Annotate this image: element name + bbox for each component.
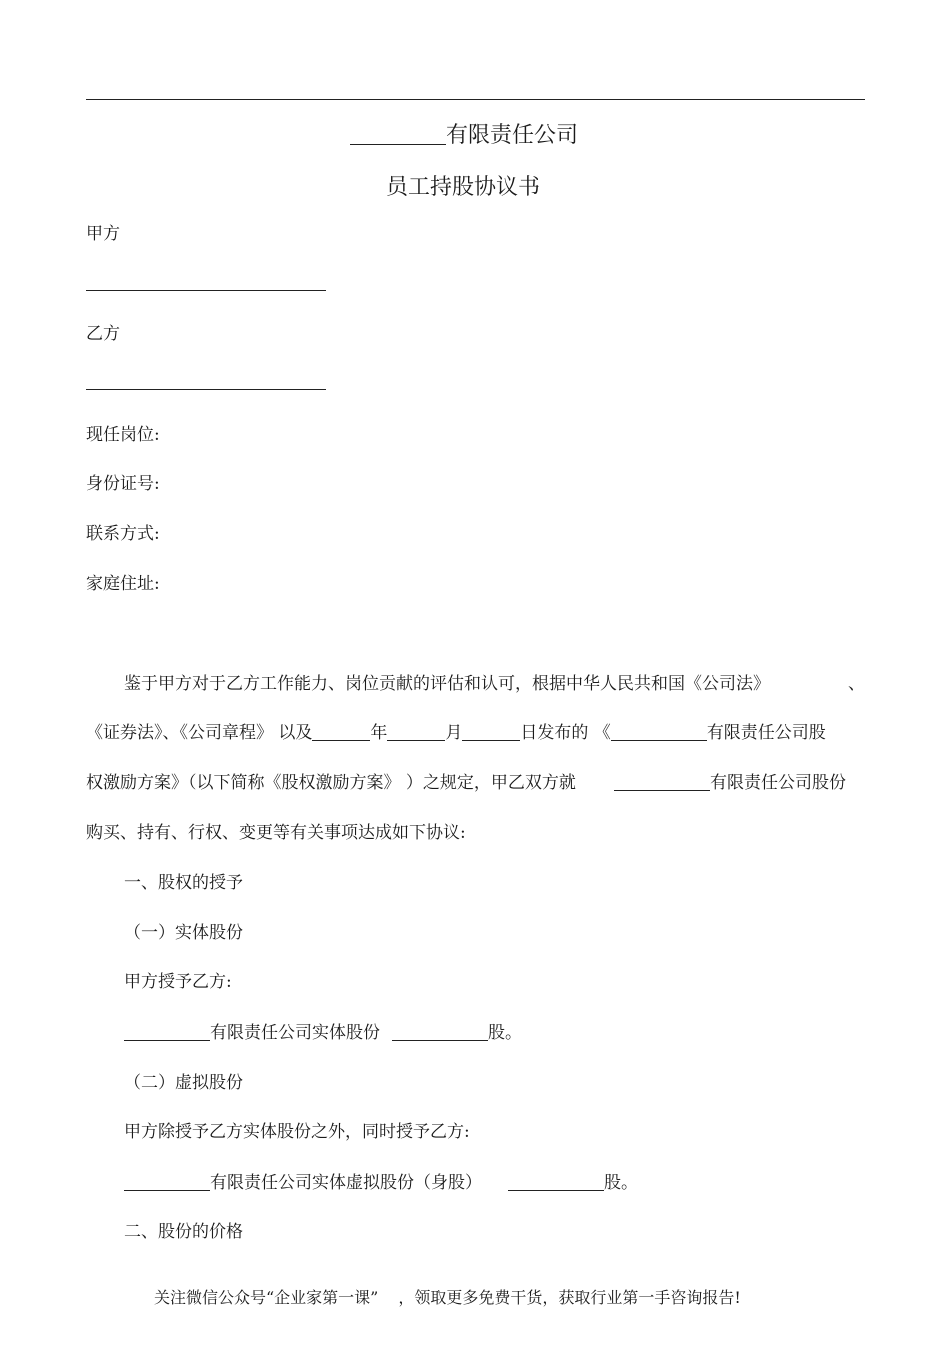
preamble-line-3: 权激励方案》（以下简称《股权激励方案》 ）之规定，甲乙双方就 (86, 773, 576, 793)
address-label: 家庭住址: (86, 574, 160, 594)
party-b-blank (86, 389, 326, 390)
top-rule (86, 99, 865, 100)
document-title: 员工持股协议书 (386, 175, 541, 200)
real-shares-count-blank (392, 1022, 488, 1041)
company-blank-4 (124, 1022, 210, 1041)
subsection-1-heading: （一）实体股份 (124, 923, 243, 943)
footer-promo: 关注微信公众号“企业家第一课” ，领取更多免费干货，获取行业第一手咨询报告! (154, 1288, 741, 1307)
company-blank-5 (124, 1172, 210, 1191)
virtual-shares-count-blank (508, 1172, 604, 1191)
company-blank-3 (614, 772, 710, 791)
party-a-blank (86, 290, 326, 291)
subsection-2-heading: （二）虚拟股份 (124, 1073, 243, 1093)
section-2-heading: 二、股份的价格 (124, 1222, 243, 1242)
company-suffix: 有限责任公司 (446, 123, 579, 148)
preamble-line-1-end: 、 (848, 674, 865, 694)
real-shares-line: 有限责任公司实体股份 股。 (124, 1018, 522, 1043)
company-title (350, 118, 578, 149)
day-blank (462, 722, 520, 741)
subsection-2-text: 甲方除授予乙方实体股份之外，同时授予乙方: (124, 1122, 470, 1142)
preamble-line-4: 购买、持有、行权、变更等有关事项达成如下协议: (86, 823, 466, 843)
preamble-line-1: 鉴于甲方对于乙方工作能力、岗位贡献的评估和认可，根据中华人民共和国《公司法》 (124, 674, 770, 694)
id-number-label: 身份证号: (86, 474, 160, 494)
party-b-label: 乙方 (86, 324, 120, 344)
company-blank-2 (611, 722, 707, 741)
year-blank (312, 722, 370, 741)
subsection-1-text: 甲方授予乙方: (124, 972, 232, 992)
preamble-line-3-end: 有限责任公司股份 (614, 768, 846, 793)
month-blank (387, 722, 445, 741)
contact-label: 联系方式: (86, 524, 160, 544)
company-name-blank (350, 126, 446, 145)
preamble-line-2: 《证券法》、《公司章程》 以及 年 月 日发布的 《 有限责任公司股 (86, 723, 826, 743)
party-a-label: 甲方 (86, 224, 120, 244)
virtual-shares-line: 有限责任公司实体虚拟股份（身股） 股。 (124, 1168, 638, 1193)
position-label: 现任岗位: (86, 425, 160, 445)
section-1-heading: 一、股权的授予 (124, 873, 243, 893)
